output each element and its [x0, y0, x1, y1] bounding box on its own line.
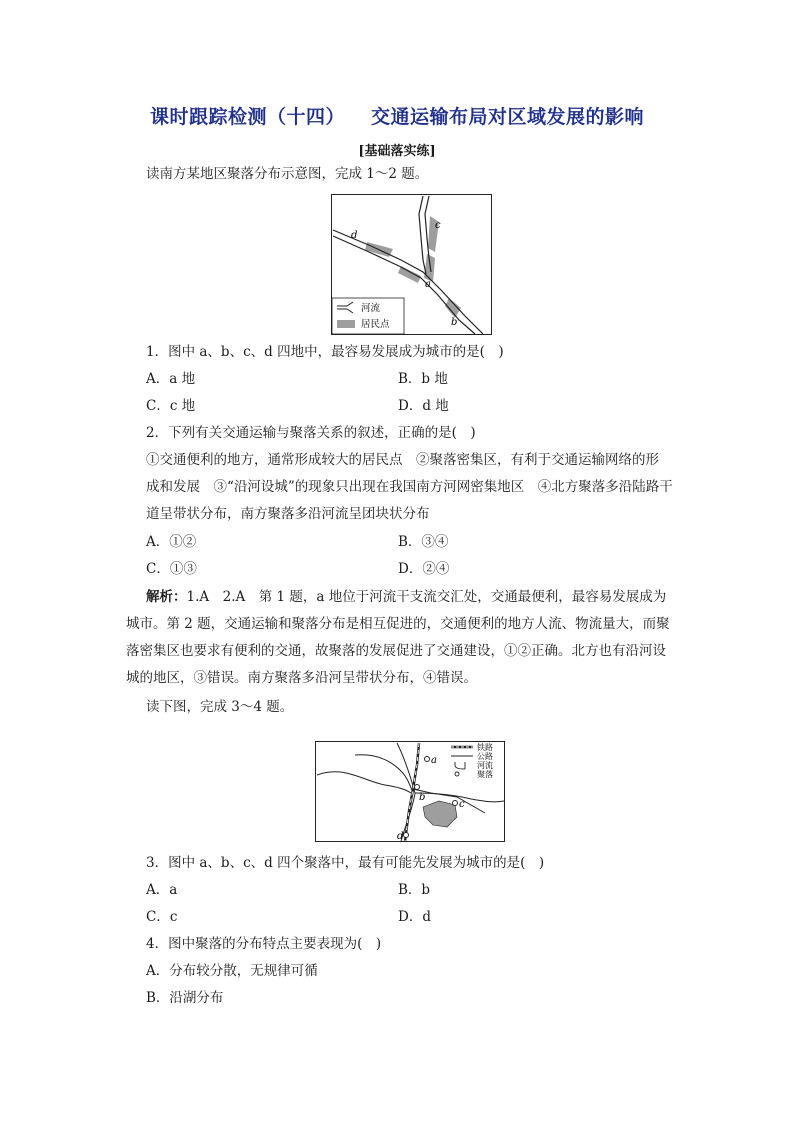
- q3-option-b[interactable]: B．b: [398, 882, 431, 898]
- figure-transport-map: [315, 741, 505, 842]
- q3-stem: 3．图中 a、b、c、d 四个聚落中，最有可能先发展为城市的是( ): [146, 855, 545, 871]
- q2-option-c[interactable]: C．①③: [146, 561, 197, 577]
- q1-option-b[interactable]: B．b 地: [398, 371, 448, 387]
- fig2-label-c: c: [459, 799, 465, 810]
- fig1-label-d: d: [351, 230, 358, 241]
- fig2-label-a: a: [431, 755, 437, 766]
- q2-body-line2: 成和发展 ③“沿河设城”的现象只出现在我国南方河网密集地区 ④北方聚落多沿陆路干: [146, 479, 673, 495]
- legend-road-label: 公路: [477, 752, 493, 761]
- q2-option-a[interactable]: A．①②: [146, 534, 197, 550]
- legend-railway-label: 铁路: [477, 743, 493, 752]
- figure-settlement-map: [331, 194, 492, 335]
- q3-option-c[interactable]: C．c: [146, 909, 178, 925]
- analysis-text1: 1.A 2.A 第 1 题，a 地位于河流干支流交汇处，交通最便利，最容易发展成为: [186, 589, 667, 605]
- q2-body-line3: 道呈带状分布，南方聚落多沿河流呈团块状分布: [146, 506, 430, 522]
- fig1-label-a: a: [425, 279, 431, 290]
- analysis-line3: 落密集区也要求有便利的交通，故聚落的发展促进了交通建设，①②正确。北方也有沿河设: [126, 643, 666, 659]
- q4-stem: 4．图中聚落的分布特点主要表现为( ): [146, 936, 382, 952]
- settlement-d: [404, 833, 409, 838]
- q4-option-a[interactable]: A．分布较分散，无规律可循: [146, 963, 318, 979]
- fig1-label-b: b: [451, 317, 458, 328]
- intro-q3-4: 读下图，完成 3～4 题。: [146, 699, 294, 715]
- section-heading: [基础落实练]: [358, 144, 436, 159]
- title-part1: 课时跟踪检测（十四）: [149, 106, 345, 128]
- q2-stem: 2．下列有关交通运输与聚落关系的叙述，正确的是( ): [146, 425, 476, 441]
- intro-q1-2: 读南方某地区聚落分布示意图，完成 1～2 题。: [146, 166, 429, 182]
- analysis-line4: 城的地区，③错误。南方聚落多沿河呈带状分布，④错误。: [126, 670, 477, 686]
- settlement-a: [425, 757, 430, 762]
- settlement-b: [415, 785, 420, 790]
- analysis-line1: [146, 587, 666, 607]
- q1-option-a[interactable]: A．a 地: [146, 371, 196, 387]
- q2-option-b[interactable]: B．③④: [398, 534, 449, 550]
- fig2-label-d: d: [397, 831, 404, 842]
- settlement-c: [453, 801, 458, 806]
- title-part2: 交通运输布局对区域发展的影响: [371, 106, 645, 128]
- fig1-label-c: c: [435, 220, 441, 231]
- legend-settlement-label: 聚落: [477, 770, 493, 779]
- q2-option-d[interactable]: D．②④: [398, 561, 450, 577]
- q1-option-d[interactable]: D．d 地: [398, 398, 449, 414]
- fig2-label-b: b: [419, 792, 426, 803]
- q3-option-a[interactable]: A．a: [146, 882, 178, 898]
- legend-river-label: 河流: [361, 303, 381, 314]
- q1-option-c[interactable]: C．c 地: [146, 398, 196, 414]
- legend-settlement-symbol: [455, 772, 459, 776]
- legend-river-label: 河流: [477, 761, 493, 770]
- q4-option-b[interactable]: B．沿湖分布: [146, 990, 224, 1006]
- legend-settlement-symbol: [337, 320, 355, 328]
- legend-settlement-label: 居民点: [361, 319, 390, 330]
- page-title: [0, 102, 794, 129]
- q2-body-line1: ①交通便利的地方，通常形成较大的居民点 ②聚落密集区，有利于交通运输网络的形: [146, 452, 659, 468]
- q3-option-d[interactable]: D．d: [398, 909, 431, 925]
- q1-stem: 1．图中 a、b、c、d 四地中，最容易发展成为城市的是( ): [146, 344, 504, 360]
- analysis-label: 解析：: [146, 589, 187, 605]
- analysis-line2: 城市。第 2 题，交通运输和聚落分布是相互促进的，交通便利的地方人流、物流量大，而聚: [126, 616, 670, 632]
